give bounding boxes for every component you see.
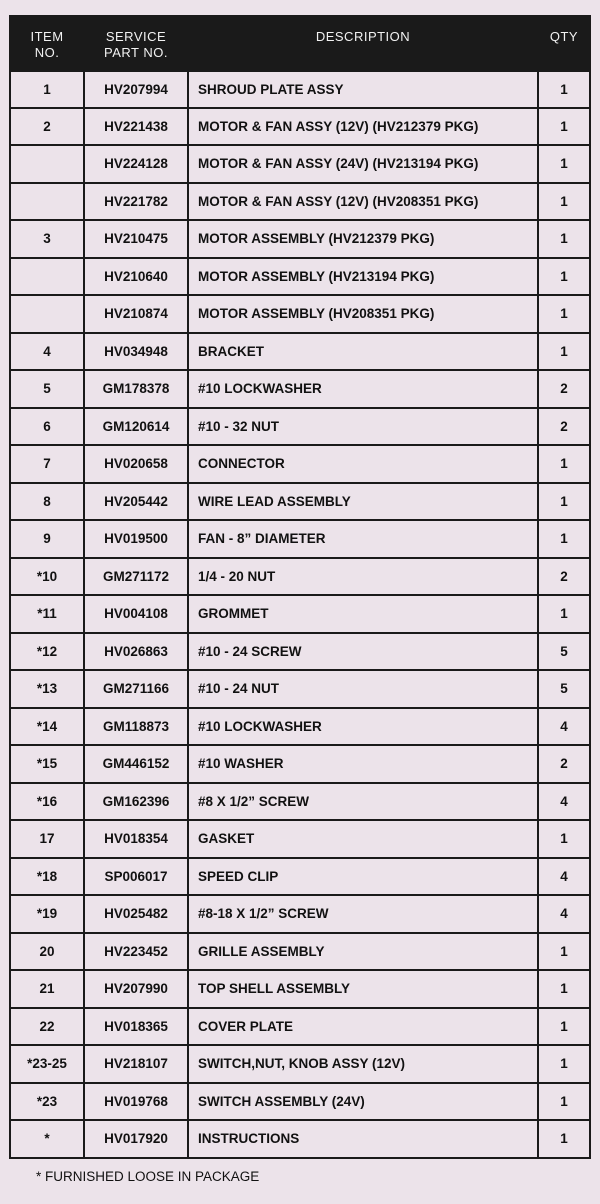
- table-row: [10, 70, 590, 108]
- description-cell: WIRE LEAD ASSEMBLY: [188, 483, 538, 521]
- part-no-cell: HV018365: [84, 1008, 188, 1046]
- qty-cell: 1: [538, 595, 590, 633]
- item-no-cell: *14: [10, 708, 84, 746]
- item-no-cell: 2: [10, 108, 84, 146]
- item-no-cell: *18: [10, 858, 84, 896]
- qty-cell: 1: [538, 483, 590, 521]
- table-row: [10, 520, 590, 558]
- description-cell: TOP SHELL ASSEMBLY: [188, 970, 538, 1008]
- table-row: [10, 858, 590, 896]
- table-row: [10, 1083, 590, 1121]
- qty-cell: 1: [538, 1120, 590, 1158]
- item-no-cell: 1: [10, 70, 84, 108]
- item-no-cell: 4: [10, 333, 84, 371]
- qty-cell: 2: [538, 370, 590, 408]
- item-no-cell: *: [10, 1120, 84, 1158]
- qty-cell: 1: [538, 333, 590, 371]
- description-cell: #10 - 24 NUT: [188, 670, 538, 708]
- item-no-cell: *23-25: [10, 1045, 84, 1083]
- qty-cell: 1: [538, 183, 590, 221]
- table-row: [10, 108, 590, 146]
- description-cell: SWITCH,NUT, KNOB ASSY (12V): [188, 1045, 538, 1083]
- part-no-cell: GM271166: [84, 670, 188, 708]
- part-no-cell: GM118873: [84, 708, 188, 746]
- description-cell: MOTOR ASSEMBLY (HV208351 PKG): [188, 295, 538, 333]
- description-cell: MOTOR & FAN ASSY (24V) (HV213194 PKG): [188, 145, 538, 183]
- header-item-no: ITEM NO.: [10, 16, 84, 70]
- parts-list: [9, 15, 589, 1159]
- table-row: [10, 1008, 590, 1046]
- item-no-cell: 17: [10, 820, 84, 858]
- table-row: [10, 145, 590, 183]
- qty-cell: 2: [538, 408, 590, 446]
- part-no-cell: HV218107: [84, 1045, 188, 1083]
- part-no-cell: HV207990: [84, 970, 188, 1008]
- qty-cell: 1: [538, 933, 590, 971]
- item-no-cell: 7: [10, 445, 84, 483]
- qty-cell: 1: [538, 445, 590, 483]
- description-cell: INSTRUCTIONS: [188, 1120, 538, 1158]
- table-header: [10, 16, 590, 70]
- description-cell: #10 - 32 NUT: [188, 408, 538, 446]
- qty-cell: 4: [538, 708, 590, 746]
- part-no-cell: GM120614: [84, 408, 188, 446]
- qty-cell: 4: [538, 783, 590, 821]
- part-no-cell: HV020658: [84, 445, 188, 483]
- item-no-cell: [10, 295, 84, 333]
- qty-cell: 1: [538, 145, 590, 183]
- description-cell: FAN - 8” DIAMETER: [188, 520, 538, 558]
- description-cell: SWITCH ASSEMBLY (24V): [188, 1083, 538, 1121]
- item-no-cell: [10, 183, 84, 221]
- table-row: [10, 183, 590, 221]
- item-no-cell: *11: [10, 595, 84, 633]
- header-qty: QTY: [538, 16, 590, 70]
- part-no-cell: GM446152: [84, 745, 188, 783]
- item-no-cell: *12: [10, 633, 84, 671]
- item-no-cell: *19: [10, 895, 84, 933]
- description-cell: #8 X 1/2” SCREW: [188, 783, 538, 821]
- description-cell: MOTOR & FAN ASSY (12V) (HV208351 PKG): [188, 183, 538, 221]
- description-cell: MOTOR ASSEMBLY (HV212379 PKG): [188, 220, 538, 258]
- description-cell: #10 WASHER: [188, 745, 538, 783]
- qty-cell: 1: [538, 258, 590, 296]
- description-cell: SPEED CLIP: [188, 858, 538, 896]
- table-row: [10, 1045, 590, 1083]
- description-cell: COVER PLATE: [188, 1008, 538, 1046]
- description-cell: #8-18 X 1/2” SCREW: [188, 895, 538, 933]
- header-description: DESCRIPTION: [188, 16, 538, 70]
- item-no-cell: 8: [10, 483, 84, 521]
- footnote: * FURNISHED LOOSE IN PACKAGE: [36, 1169, 260, 1184]
- part-no-cell: HV224128: [84, 145, 188, 183]
- qty-cell: 1: [538, 820, 590, 858]
- qty-cell: 1: [538, 1008, 590, 1046]
- table-row: [10, 708, 590, 746]
- part-no-cell: HV221438: [84, 108, 188, 146]
- description-cell: CONNECTOR: [188, 445, 538, 483]
- table-row: [10, 445, 590, 483]
- item-no-cell: *15: [10, 745, 84, 783]
- item-no-cell: 5: [10, 370, 84, 408]
- table-row: [10, 820, 590, 858]
- part-no-cell: HV019500: [84, 520, 188, 558]
- item-no-cell: *13: [10, 670, 84, 708]
- part-no-cell: GM178378: [84, 370, 188, 408]
- qty-cell: 1: [538, 970, 590, 1008]
- description-cell: GROMMET: [188, 595, 538, 633]
- description-cell: GRILLE ASSEMBLY: [188, 933, 538, 971]
- description-cell: SHROUD PLATE ASSY: [188, 70, 538, 108]
- description-cell: #10 LOCKWASHER: [188, 370, 538, 408]
- part-no-cell: SP006017: [84, 858, 188, 896]
- table-row: [10, 670, 590, 708]
- description-cell: #10 - 24 SCREW: [188, 633, 538, 671]
- part-no-cell: HV004108: [84, 595, 188, 633]
- header-service-part-no: SERVICE PART NO.: [84, 16, 188, 70]
- part-no-cell: HV210874: [84, 295, 188, 333]
- table-row: [10, 633, 590, 671]
- item-no-cell: 9: [10, 520, 84, 558]
- qty-cell: 1: [538, 1083, 590, 1121]
- description-cell: MOTOR ASSEMBLY (HV213194 PKG): [188, 258, 538, 296]
- qty-cell: 5: [538, 633, 590, 671]
- qty-cell: 1: [538, 70, 590, 108]
- item-no-cell: 22: [10, 1008, 84, 1046]
- table-row: [10, 333, 590, 371]
- qty-cell: 5: [538, 670, 590, 708]
- table-row: [10, 595, 590, 633]
- item-no-cell: *23: [10, 1083, 84, 1121]
- part-no-cell: GM271172: [84, 558, 188, 596]
- description-cell: MOTOR & FAN ASSY (12V) (HV212379 PKG): [188, 108, 538, 146]
- qty-cell: 2: [538, 745, 590, 783]
- part-no-cell: HV207994: [84, 70, 188, 108]
- qty-cell: 4: [538, 858, 590, 896]
- parts-table: [9, 15, 591, 1159]
- description-cell: BRACKET: [188, 333, 538, 371]
- qty-cell: 1: [538, 520, 590, 558]
- qty-cell: 1: [538, 108, 590, 146]
- item-no-cell: [10, 258, 84, 296]
- table-row: [10, 220, 590, 258]
- qty-cell: 1: [538, 220, 590, 258]
- part-no-cell: HV019768: [84, 1083, 188, 1121]
- table-row: [10, 408, 590, 446]
- table-row: [10, 258, 590, 296]
- part-no-cell: HV017920: [84, 1120, 188, 1158]
- item-no-cell: 3: [10, 220, 84, 258]
- part-no-cell: HV210640: [84, 258, 188, 296]
- table-row: [10, 483, 590, 521]
- item-no-cell: 21: [10, 970, 84, 1008]
- table-row: [10, 970, 590, 1008]
- table-body: [10, 70, 590, 1158]
- item-no-cell: *10: [10, 558, 84, 596]
- qty-cell: 1: [538, 1045, 590, 1083]
- part-no-cell: HV210475: [84, 220, 188, 258]
- table-row: [10, 783, 590, 821]
- part-no-cell: HV221782: [84, 183, 188, 221]
- item-no-cell: 20: [10, 933, 84, 971]
- part-no-cell: HV026863: [84, 633, 188, 671]
- qty-cell: 4: [538, 895, 590, 933]
- table-row: [10, 895, 590, 933]
- table-row: [10, 933, 590, 971]
- part-no-cell: HV205442: [84, 483, 188, 521]
- description-cell: GASKET: [188, 820, 538, 858]
- part-no-cell: HV018354: [84, 820, 188, 858]
- description-cell: 1/4 - 20 NUT: [188, 558, 538, 596]
- table-row: [10, 558, 590, 596]
- qty-cell: 1: [538, 295, 590, 333]
- item-no-cell: 6: [10, 408, 84, 446]
- part-no-cell: GM162396: [84, 783, 188, 821]
- table-row: [10, 370, 590, 408]
- item-no-cell: [10, 145, 84, 183]
- description-cell: #10 LOCKWASHER: [188, 708, 538, 746]
- part-no-cell: HV025482: [84, 895, 188, 933]
- qty-cell: 2: [538, 558, 590, 596]
- item-no-cell: *16: [10, 783, 84, 821]
- table-row: [10, 745, 590, 783]
- table-row: [10, 1120, 590, 1158]
- part-no-cell: HV034948: [84, 333, 188, 371]
- part-no-cell: HV223452: [84, 933, 188, 971]
- table-row: [10, 295, 590, 333]
